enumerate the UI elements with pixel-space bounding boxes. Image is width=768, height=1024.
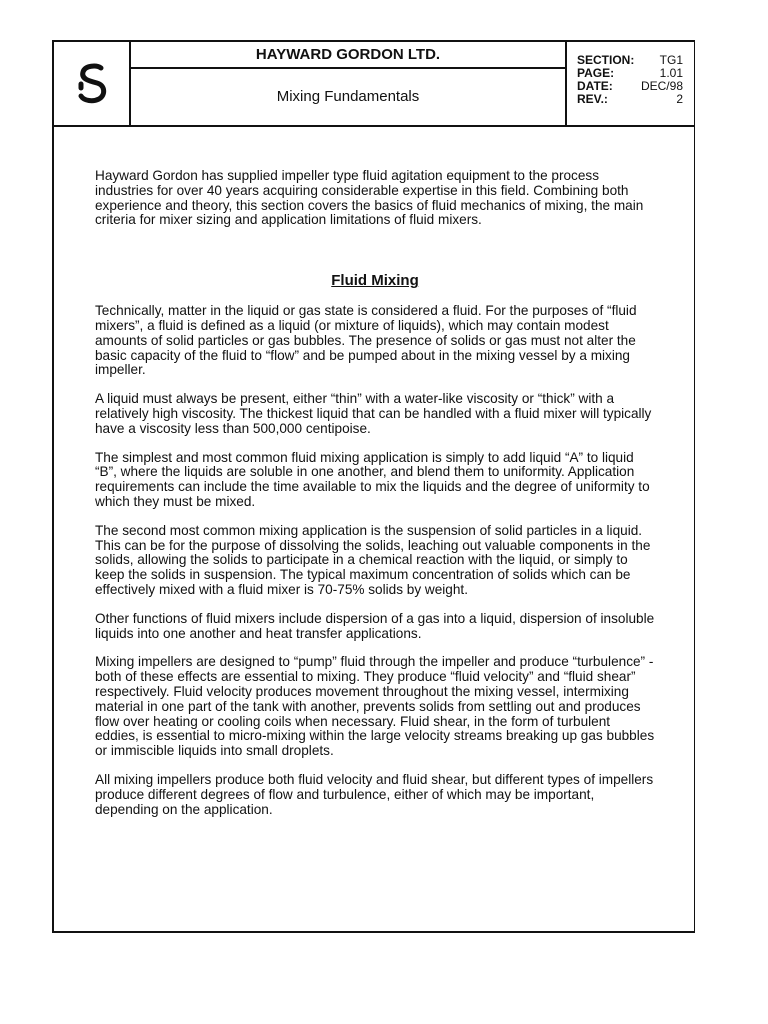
meta-key: SECTION: <box>577 53 635 67</box>
document-body <box>95 169 655 831</box>
hayward-gordon-logo-icon <box>75 62 109 106</box>
body-paragraph: A liquid must always be present, either “thin” with a water-like viscosity or “thick” with a relatively high viscosity. The thickest liquid that can be handled with a fluid mixer will typically have a viscosity less than 500,000 centipoise. <box>95 391 652 436</box>
intro-paragraph: Hayward Gordon has supplied impeller type fluid agitation equipment to the process industries for over 40 years acquiring considerable expertise in this field. Combining both experience and theory, this section covers the basics of fluid mechanics of mixing, the main criteria for mixer sizing and application limitations of fluid mixers. <box>95 168 644 228</box>
body-paragraph: Other functions of fluid mixers include dispersion of a gas into a liquid, dispersion of insoluble liquids into one another and heat transfer applications. <box>95 610 655 641</box>
logo-cell <box>54 42 131 125</box>
section-heading: Fluid Mixing <box>331 272 419 290</box>
title-cell <box>131 42 567 125</box>
document-meta <box>567 42 695 125</box>
body-paragraph: Mixing impellers are designed to “pump” fluid through the impeller and produce “turbulence” - both of these effects are essential to mixing. They produce “fluid velocity” and “fluid shear” respectively. Fluid velocity produces movement throughout the mixing vessel, intermixing material in one part of the tank with another, prevents solids from settling out and produces flow over heating or cooling coils when necessary. Fluid shear, in the form of turbulent eddies, is essential to micro-mixing within the large velocity streams breaking up gas bubbles or immiscible liquids into small droplets. <box>95 654 655 759</box>
meta-value: TG1 <box>659 53 683 67</box>
body-paragraph: The simplest and most common fluid mixing application is simply to add liquid “A” to liquid “B”, where the liquids are soluble in one another, and blend them to uniformity. Application requirements can include the time available to mix the liquids and the degree of uniformity to which they must be mixed. <box>95 449 650 509</box>
company-name: HAYWARD GORDON LTD. <box>131 42 565 69</box>
body-paragraph: The second most common mixing application is the suspension of solid particles in a liquid. This can be for the purpose of dissolving the solids, leaching out valuable components in the solids, allowing the solids to participate in a chemical reaction with the liquid, or simply to keep the solids in suspension. The typical maximum concentration of solids which can be effectively mixed with a fluid mixer is 70-75% solids by weight. <box>95 522 651 597</box>
meta-row-rev <box>577 93 683 106</box>
meta-value: DEC/98 <box>640 79 683 93</box>
page-frame <box>52 40 695 933</box>
meta-key: REV.: <box>577 92 608 106</box>
meta-key: PAGE: <box>577 66 615 80</box>
meta-key: DATE: <box>577 79 613 93</box>
document-title: Mixing Fundamentals <box>276 88 420 105</box>
meta-value: 2 <box>676 92 683 106</box>
document-header <box>54 42 694 127</box>
meta-value: 1.01 <box>659 66 683 80</box>
body-paragraph: All mixing impellers produce both fluid velocity and fluid shear, but different types of impellers produce different degrees of flow and turbulence, either of which may be important, depending on the application. <box>95 771 654 817</box>
body-paragraph: Technically, matter in the liquid or gas state is considered a fluid. For the purposes of “fluid mixers”, a fluid is defined as a liquid (or mixture of liquids), which may contain modest amounts of solid particles or gas bubbles. The presence of solids or gas must not alter the basic capacity of the fluid to “flow” and be pumped about in the mixing vessel by a mixing impeller. <box>95 303 637 378</box>
